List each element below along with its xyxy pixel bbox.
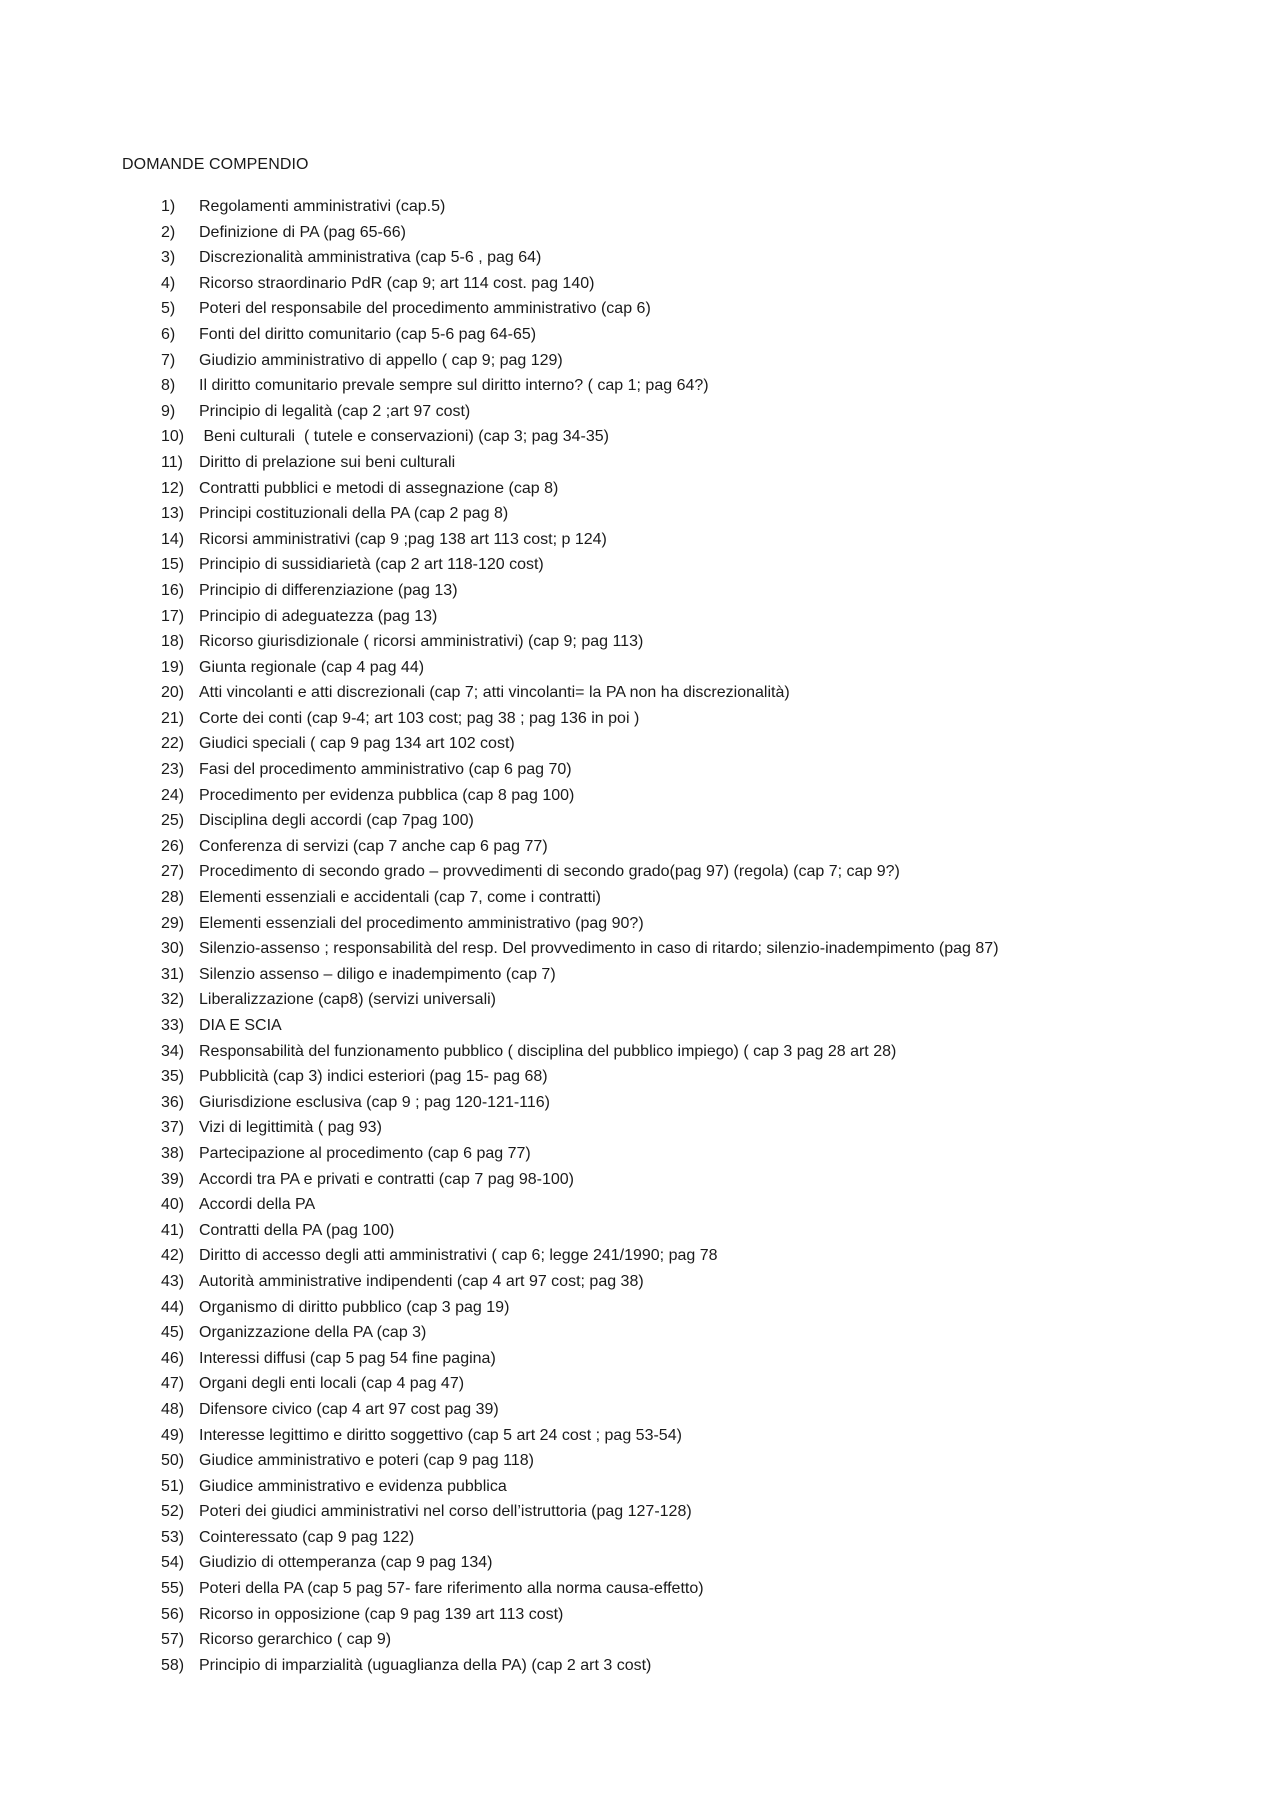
question-number: 42) [161,1247,185,1265]
question-number: 41) [161,1221,185,1239]
question-text: Principio di imparzialità (uguaglianza della PA) (cap 2 art 3 cost) [199,1656,652,1674]
question-number: 53) [161,1528,185,1546]
question-text: Discrezionalità amministrativa (cap 5-6 , pag 64) [199,249,542,267]
question-number: 56) [161,1605,185,1623]
question-text: Poteri dei giudici amministrativi nel corso dell’istruttoria (pag 127-128) [199,1503,692,1521]
question-number: 48) [161,1400,185,1418]
question-text: Silenzio assenso – diligo e inadempimento (cap 7) [199,965,556,983]
question-number: 9) [161,402,176,420]
question-text: Elementi essenziali e accidentali (cap 7, come i contratti) [199,889,601,907]
question-number: 44) [161,1298,185,1316]
question-number: 30) [161,940,185,958]
question-number: 2) [161,223,176,241]
question-number: 11) [161,453,183,471]
question-text: Accordi della PA [199,1196,316,1214]
question-number: 26) [161,837,185,855]
question-number: 45) [161,1324,185,1342]
question-number: 55) [161,1580,185,1598]
question-number: 43) [161,1272,185,1290]
question-number: 20) [161,684,185,702]
question-text: Contratti pubblici e metodi di assegnazione (cap 8) [199,479,559,497]
question-number: 50) [161,1452,185,1470]
question-number: 58) [161,1656,185,1674]
question-text: Giudizio di ottemperanza (cap 9 pag 134) [199,1554,493,1572]
question-text: Silenzio-assenso ; responsabilità del resp. Del provvedimento in caso di ritardo; silenzio-inadempimento (pag 87) [199,940,999,958]
question-text: Principio di adeguatezza (pag 13) [199,607,438,625]
question-text: Beni culturali ( tutele e conservazioni) (cap 3; pag 34-35) [199,428,609,446]
question-number: 40) [161,1196,185,1214]
question-number: 28) [161,889,185,907]
question-text: Poteri della PA (cap 5 pag 57- fare riferimento alla norma causa-effetto) [199,1580,704,1598]
question-number: 36) [161,1093,185,1111]
question-number: 14) [161,530,185,548]
question-text: Poteri del responsabile del procedimento amministrativo (cap 6) [199,300,651,318]
question-text: Definizione di PA (pag 65-66) [199,223,406,241]
question-text: Ricorsi amministrativi (cap 9 ;pag 138 art 113 cost; p 124) [199,530,607,548]
question-number: 23) [161,761,185,779]
question-text: Principio di differenziazione (pag 13) [199,581,458,599]
question-text: Giunta regionale (cap 4 pag 44) [199,658,425,676]
question-text: Regolamenti amministrativi (cap.5) [199,198,446,215]
question-number: 4) [161,274,176,292]
question-number: 37) [161,1119,185,1137]
question-number: 35) [161,1068,185,1086]
question-text: Organi degli enti locali (cap 4 pag 47) [199,1375,465,1393]
question-text: Organizzazione della PA (cap 3) [199,1324,427,1342]
question-number: 1) [161,198,176,215]
question-number: 7) [161,351,176,369]
question-text: Interesse legittimo e diritto soggettivo (cap 5 art 24 cost ; pag 53-54) [199,1426,682,1444]
question-text: Giudice amministrativo e evidenza pubblica [199,1477,507,1495]
question-text: Responsabilità del funzionamento pubblico ( disciplina del pubblico impiego) ( cap 3 pag 28 art 28) [199,1042,897,1060]
question-number: 49) [161,1426,185,1444]
question-text: Corte dei conti (cap 9-4; art 103 cost; pag 38 ; pag 136 in poi ) [199,709,640,727]
question-text: Diritto di accesso degli atti amministrativi ( cap 6; legge 241/1990; pag 78 [199,1247,718,1265]
question-number: 39) [161,1170,185,1188]
document-title: DOMANDE COMPENDIO [122,156,309,173]
question-number: 46) [161,1349,185,1367]
question-text: Ricorso straordinario PdR (cap 9; art 114 cost. pag 140) [199,274,595,292]
question-text: Organismo di diritto pubblico (cap 3 pag 19) [199,1298,510,1316]
question-text: Atti vincolanti e atti discrezionali (cap 7; atti vincolanti= la PA non ha discrezionalità) [199,684,790,702]
question-text: Giudizio amministrativo di appello ( cap 9; pag 129) [199,351,563,369]
question-text: Contratti della PA (pag 100) [199,1221,395,1239]
question-number: 10) [161,428,185,446]
question-number: 13) [161,505,185,523]
question-text: Interessi diffusi (cap 5 pag 54 fine pagina) [199,1349,496,1367]
question-number: 22) [161,735,185,753]
question-number: 34) [161,1042,185,1060]
question-text: Ricorso giurisdizionale ( ricorsi amministrativi) (cap 9; pag 113) [199,633,644,651]
question-number: 8) [161,377,176,395]
question-text: Accordi tra PA e privati e contratti (cap 7 pag 98-100) [199,1170,575,1188]
question-number: 3) [161,249,176,267]
question-number: 17) [161,607,185,625]
question-text: Elementi essenziali del procedimento amministrativo (pag 90?) [199,914,644,932]
question-text: Ricorso gerarchico ( cap 9) [199,1631,392,1649]
question-text: DIA E SCIA [199,1017,282,1034]
question-number: 52) [161,1503,185,1521]
question-number: 25) [161,812,185,830]
question-text: Fasi del procedimento amministrativo (cap 6 pag 70) [199,761,572,779]
question-number: 19) [161,658,185,676]
question-number: 12) [161,479,185,497]
question-number: 38) [161,1144,185,1162]
question-number: 16) [161,581,185,599]
question-number: 21) [161,709,185,727]
question-text: Pubblicità (cap 3) indici esteriori (pag 15- pag 68) [199,1068,548,1086]
question-text: Giurisdizione esclusiva (cap 9 ; pag 120-121-116) [199,1093,551,1111]
question-number: 24) [161,786,185,804]
question-number: 57) [161,1631,185,1649]
question-text: Ricorso in opposizione (cap 9 pag 139 art 113 cost) [199,1605,564,1623]
question-number: 27) [161,863,185,881]
question-number: 15) [161,556,185,574]
question-number: 5) [161,300,176,318]
question-text: Procedimento di secondo grado – provvedimenti di secondo grado(pag 97) (regola) (cap 7; cap 9?) [199,863,900,881]
question-number: 47) [161,1375,185,1393]
question-number: 31) [161,965,185,983]
question-number: 51) [161,1477,185,1495]
question-number: 29) [161,914,185,932]
question-text: Partecipazione al procedimento (cap 6 pag 77) [199,1144,531,1162]
question-text: Procedimento per evidenza pubblica (cap 8 pag 100) [199,786,575,804]
question-number: 33) [161,1017,185,1034]
question-number: 32) [161,991,185,1009]
question-text: Autorità amministrative indipendenti (cap 4 art 97 cost; pag 38) [199,1272,644,1290]
question-text: Fonti del diritto comunitario (cap 5-6 pag 64-65) [199,325,537,343]
question-text: Principio di sussidiarietà (cap 2 art 118-120 cost) [199,556,544,574]
question-text: Difensore civico (cap 4 art 97 cost pag 39) [199,1400,499,1418]
question-number: 54) [161,1554,185,1572]
question-text: Vizi di legittimità ( pag 93) [199,1119,382,1137]
question-text: Giudici speciali ( cap 9 pag 134 art 102 cost) [199,735,515,753]
question-text: Cointeressato (cap 9 pag 122) [199,1528,415,1546]
question-text: Disciplina degli accordi (cap 7pag 100) [199,812,474,830]
question-text: Liberalizzazione (cap8) (servizi universali) [199,991,496,1009]
question-text: Il diritto comunitario prevale sempre sul diritto interno? ( cap 1; pag 64?) [199,377,709,395]
question-text: Principio di legalità (cap 2 ;art 97 cost) [199,402,471,420]
question-number: 6) [161,325,176,343]
question-text: Conferenza di servizi (cap 7 anche cap 6 pag 77) [199,837,548,855]
question-text: Diritto di prelazione sui beni culturali [199,453,456,471]
question-text: Principi costituzionali della PA (cap 2 pag 8) [199,505,509,523]
question-number: 18) [161,633,185,651]
question-text: Giudice amministrativo e poteri (cap 9 pag 118) [199,1452,534,1470]
